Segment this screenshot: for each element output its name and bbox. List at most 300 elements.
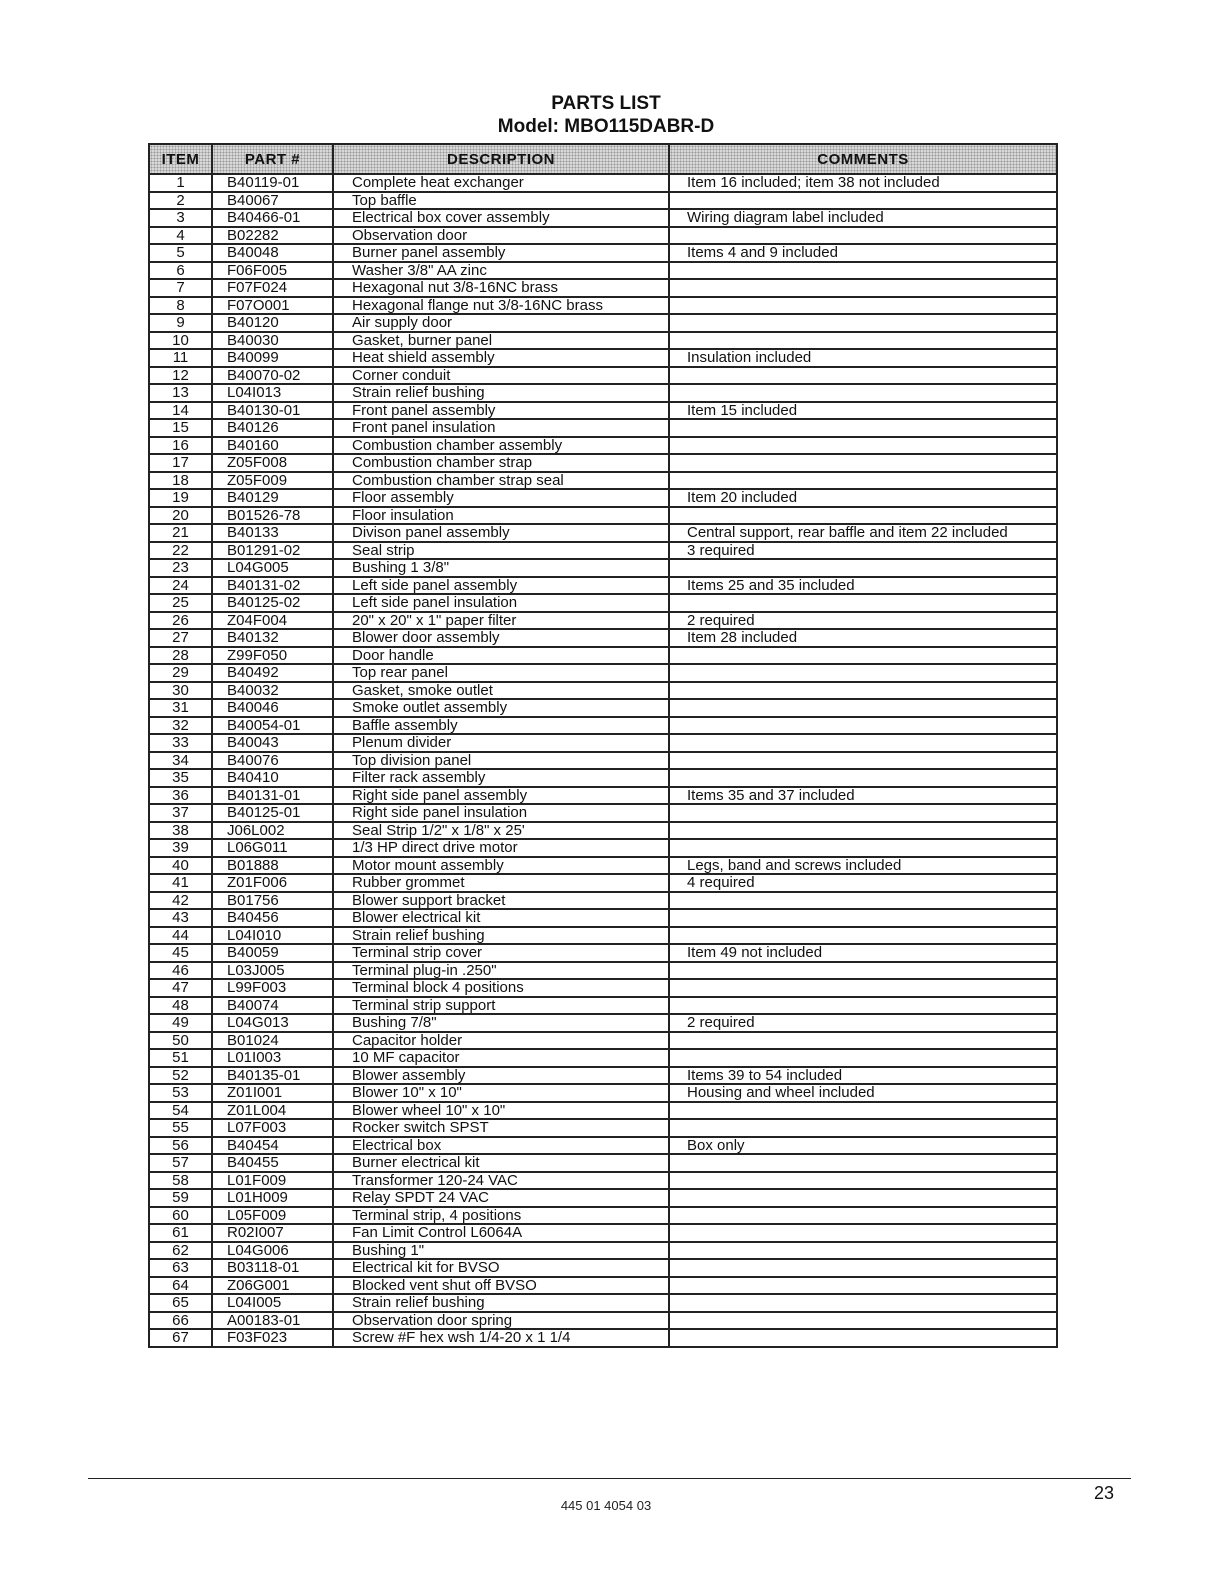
cell-description: Combustion chamber strap — [333, 454, 669, 472]
cell-part-number: L04G006 — [212, 1242, 333, 1260]
cell-description: 20" x 20" x 1" paper filter — [333, 612, 669, 630]
table-row — [149, 314, 1057, 332]
table-row — [149, 437, 1057, 455]
cell-comments — [669, 1312, 1057, 1330]
cell-comments: Items 4 and 9 included — [669, 244, 1057, 262]
cell-comments: Central support, rear baffle and item 22 included — [669, 524, 1057, 542]
cell-comments — [669, 297, 1057, 315]
cell-item: 26 — [149, 612, 212, 630]
cell-comments — [669, 909, 1057, 927]
cell-item: 63 — [149, 1259, 212, 1277]
table-row — [149, 559, 1057, 577]
cell-comments — [669, 384, 1057, 402]
cell-part-number: B40130-01 — [212, 402, 333, 420]
cell-description: Relay SPDT 24 VAC — [333, 1189, 669, 1207]
cell-comments — [669, 927, 1057, 945]
cell-comments — [669, 419, 1057, 437]
cell-part-number: B01291-02 — [212, 542, 333, 560]
cell-item: 59 — [149, 1189, 212, 1207]
cell-part-number: B40466-01 — [212, 209, 333, 227]
cell-part-number: Z05F008 — [212, 454, 333, 472]
cell-description: Blower wheel 10" x 10" — [333, 1102, 669, 1120]
cell-item: 13 — [149, 384, 212, 402]
cell-description: Rocker switch SPST — [333, 1119, 669, 1137]
cell-item: 46 — [149, 962, 212, 980]
cell-comments — [669, 892, 1057, 910]
cell-item: 11 — [149, 349, 212, 367]
table-row — [149, 857, 1057, 875]
cell-description: Screw #F hex wsh 1/4-20 x 1 1/4 — [333, 1329, 669, 1347]
cell-item: 19 — [149, 489, 212, 507]
cell-item: 9 — [149, 314, 212, 332]
cell-part-number: B40492 — [212, 664, 333, 682]
cell-description: Floor assembly — [333, 489, 669, 507]
cell-item: 37 — [149, 804, 212, 822]
table-row — [149, 822, 1057, 840]
cell-comments — [669, 699, 1057, 717]
cell-comments: Item 16 included; item 38 not included — [669, 174, 1057, 192]
cell-item: 8 — [149, 297, 212, 315]
cell-part-number: L03J005 — [212, 962, 333, 980]
cell-item: 54 — [149, 1102, 212, 1120]
cell-part-number: Z99F050 — [212, 647, 333, 665]
cell-part-number: Z01F006 — [212, 874, 333, 892]
cell-item: 52 — [149, 1067, 212, 1085]
cell-part-number: Z01L004 — [212, 1102, 333, 1120]
cell-part-number: L04I010 — [212, 927, 333, 945]
table-row — [149, 472, 1057, 490]
cell-description: Terminal plug-in .250" — [333, 962, 669, 980]
cell-item: 66 — [149, 1312, 212, 1330]
cell-item: 12 — [149, 367, 212, 385]
table-row — [149, 1259, 1057, 1277]
cell-item: 55 — [149, 1119, 212, 1137]
cell-comments — [669, 664, 1057, 682]
table-row — [149, 839, 1057, 857]
cell-comments — [669, 1242, 1057, 1260]
cell-description: Air supply door — [333, 314, 669, 332]
cell-item: 64 — [149, 1277, 212, 1295]
cell-description: Seal Strip 1/2" x 1/8" x 25' — [333, 822, 669, 840]
cell-description: Top rear panel — [333, 664, 669, 682]
table-row — [149, 542, 1057, 560]
table-row — [149, 384, 1057, 402]
table-row — [149, 1049, 1057, 1067]
cell-comments — [669, 682, 1057, 700]
table-row — [149, 507, 1057, 525]
cell-part-number: L05F009 — [212, 1207, 333, 1225]
cell-comments — [669, 192, 1057, 210]
table-row — [149, 1014, 1057, 1032]
table-row — [149, 577, 1057, 595]
cell-item: 39 — [149, 839, 212, 857]
cell-part-number: B40067 — [212, 192, 333, 210]
cell-comments: Insulation included — [669, 349, 1057, 367]
cell-description: Blower electrical kit — [333, 909, 669, 927]
cell-part-number: B40099 — [212, 349, 333, 367]
cell-item: 40 — [149, 857, 212, 875]
cell-description: Observation door — [333, 227, 669, 245]
cell-comments — [669, 367, 1057, 385]
cell-part-number: B40131-02 — [212, 577, 333, 595]
table-row — [149, 752, 1057, 770]
cell-item: 49 — [149, 1014, 212, 1032]
cell-part-number: L04I005 — [212, 1294, 333, 1312]
cell-description: Gasket, burner panel — [333, 332, 669, 350]
cell-part-number: J06L002 — [212, 822, 333, 840]
cell-item: 22 — [149, 542, 212, 560]
cell-description: Blower assembly — [333, 1067, 669, 1085]
cell-item: 43 — [149, 909, 212, 927]
table-row — [149, 1277, 1057, 1295]
parts-table — [148, 143, 1058, 1348]
cell-comments — [669, 262, 1057, 280]
cell-comments: Items 35 and 37 included — [669, 787, 1057, 805]
cell-comments: 2 required — [669, 1014, 1057, 1032]
table-row — [149, 349, 1057, 367]
cell-comments — [669, 1172, 1057, 1190]
table-row — [149, 244, 1057, 262]
cell-part-number: A00183-01 — [212, 1312, 333, 1330]
cell-item: 7 — [149, 279, 212, 297]
cell-part-number: F07O001 — [212, 297, 333, 315]
cell-item: 14 — [149, 402, 212, 420]
table-row — [149, 734, 1057, 752]
cell-comments: Item 15 included — [669, 402, 1057, 420]
cell-part-number: B40455 — [212, 1154, 333, 1172]
cell-comments — [669, 1102, 1057, 1120]
table-row — [149, 402, 1057, 420]
cell-part-number: B40074 — [212, 997, 333, 1015]
cell-description: Smoke outlet assembly — [333, 699, 669, 717]
table-row — [149, 367, 1057, 385]
cell-item: 23 — [149, 559, 212, 577]
cell-description: Corner conduit — [333, 367, 669, 385]
cell-description: Heat shield assembly — [333, 349, 669, 367]
cell-comments — [669, 332, 1057, 350]
cell-part-number: B40131-01 — [212, 787, 333, 805]
column-header-part: PART # — [212, 144, 333, 174]
cell-comments: Items 25 and 35 included — [669, 577, 1057, 595]
cell-description: Left side panel assembly — [333, 577, 669, 595]
cell-part-number: L07F003 — [212, 1119, 333, 1137]
cell-part-number: B01024 — [212, 1032, 333, 1050]
cell-description: Complete heat exchanger — [333, 174, 669, 192]
cell-part-number: B40120 — [212, 314, 333, 332]
cell-item: 56 — [149, 1137, 212, 1155]
parts-table-body — [149, 174, 1057, 1347]
table-row — [149, 1312, 1057, 1330]
cell-description: Observation door spring — [333, 1312, 669, 1330]
cell-item: 31 — [149, 699, 212, 717]
cell-item: 41 — [149, 874, 212, 892]
cell-part-number: L04G005 — [212, 559, 333, 577]
cell-comments — [669, 559, 1057, 577]
cell-comments: Item 28 included — [669, 629, 1057, 647]
table-row — [149, 717, 1057, 735]
table-row — [149, 1242, 1057, 1260]
cell-comments — [669, 227, 1057, 245]
cell-part-number: B40454 — [212, 1137, 333, 1155]
table-row — [149, 1224, 1057, 1242]
cell-comments — [669, 1277, 1057, 1295]
cell-item: 62 — [149, 1242, 212, 1260]
cell-comments — [669, 647, 1057, 665]
cell-part-number: B40048 — [212, 244, 333, 262]
table-row — [149, 209, 1057, 227]
table-row — [149, 1329, 1057, 1347]
table-row — [149, 1032, 1057, 1050]
cell-comments: Item 49 not included — [669, 944, 1057, 962]
cell-comments — [669, 839, 1057, 857]
cell-description: Bushing 7/8" — [333, 1014, 669, 1032]
table-row — [149, 1207, 1057, 1225]
cell-comments — [669, 822, 1057, 840]
footer-divider — [88, 1478, 1131, 1479]
cell-item: 27 — [149, 629, 212, 647]
table-row — [149, 664, 1057, 682]
cell-comments — [669, 1329, 1057, 1347]
table-row — [149, 262, 1057, 280]
cell-description: Front panel assembly — [333, 402, 669, 420]
table-row — [149, 1172, 1057, 1190]
cell-item: 10 — [149, 332, 212, 350]
cell-part-number: B40054-01 — [212, 717, 333, 735]
cell-description: Hexagonal nut 3/8-16NC brass — [333, 279, 669, 297]
cell-comments — [669, 507, 1057, 525]
table-row — [149, 769, 1057, 787]
cell-part-number: B40032 — [212, 682, 333, 700]
cell-description: Terminal strip support — [333, 997, 669, 1015]
table-row — [149, 174, 1057, 192]
cell-description: Burner electrical kit — [333, 1154, 669, 1172]
cell-description: Bushing 1 3/8" — [333, 559, 669, 577]
cell-item: 60 — [149, 1207, 212, 1225]
cell-description: Gasket, smoke outlet — [333, 682, 669, 700]
table-row — [149, 454, 1057, 472]
cell-item: 29 — [149, 664, 212, 682]
cell-part-number: B01888 — [212, 857, 333, 875]
cell-comments — [669, 1294, 1057, 1312]
cell-part-number: R02I007 — [212, 1224, 333, 1242]
cell-item: 48 — [149, 997, 212, 1015]
cell-description: Right side panel insulation — [333, 804, 669, 822]
table-row — [149, 682, 1057, 700]
table-row — [149, 944, 1057, 962]
cell-description: Electrical box — [333, 1137, 669, 1155]
table-row — [149, 227, 1057, 245]
cell-description: Right side panel assembly — [333, 787, 669, 805]
cell-comments — [669, 997, 1057, 1015]
cell-description: Strain relief bushing — [333, 1294, 669, 1312]
cell-comments — [669, 472, 1057, 490]
cell-item: 51 — [149, 1049, 212, 1067]
cell-item: 53 — [149, 1084, 212, 1102]
cell-description: Transformer 120-24 VAC — [333, 1172, 669, 1190]
cell-part-number: Z05F009 — [212, 472, 333, 490]
cell-description: Seal strip — [333, 542, 669, 560]
cell-description: Fan Limit Control L6064A — [333, 1224, 669, 1242]
cell-item: 3 — [149, 209, 212, 227]
cell-part-number: Z06G001 — [212, 1277, 333, 1295]
cell-item: 32 — [149, 717, 212, 735]
cell-part-number: B40410 — [212, 769, 333, 787]
cell-part-number: B40043 — [212, 734, 333, 752]
cell-description: Rubber grommet — [333, 874, 669, 892]
cell-item: 17 — [149, 454, 212, 472]
cell-part-number: B40132 — [212, 629, 333, 647]
page-title: PARTS LIST — [551, 93, 661, 114]
cell-part-number: B40119-01 — [212, 174, 333, 192]
cell-comments — [669, 454, 1057, 472]
cell-comments — [669, 1049, 1057, 1067]
cell-item: 42 — [149, 892, 212, 910]
table-row — [149, 979, 1057, 997]
cell-part-number: B40456 — [212, 909, 333, 927]
cell-comments: 2 required — [669, 612, 1057, 630]
cell-description: 1/3 HP direct drive motor — [333, 839, 669, 857]
cell-part-number: Z04F004 — [212, 612, 333, 630]
cell-description: Strain relief bushing — [333, 384, 669, 402]
table-row — [149, 612, 1057, 630]
cell-description: 10 MF capacitor — [333, 1049, 669, 1067]
cell-description: Terminal strip, 4 positions — [333, 1207, 669, 1225]
cell-item: 61 — [149, 1224, 212, 1242]
cell-description: Terminal strip cover — [333, 944, 669, 962]
cell-part-number: B40135-01 — [212, 1067, 333, 1085]
table-row — [149, 1084, 1057, 1102]
cell-comments: Items 39 to 54 included — [669, 1067, 1057, 1085]
cell-part-number: L01H009 — [212, 1189, 333, 1207]
cell-item: 1 — [149, 174, 212, 192]
table-row — [149, 997, 1057, 1015]
cell-part-number: B40076 — [212, 752, 333, 770]
table-row — [149, 524, 1057, 542]
cell-description: Top division panel — [333, 752, 669, 770]
cell-comments: Housing and wheel included — [669, 1084, 1057, 1102]
cell-description: Motor mount assembly — [333, 857, 669, 875]
cell-item: 6 — [149, 262, 212, 280]
table-row — [149, 419, 1057, 437]
table-row — [149, 927, 1057, 945]
table-row — [149, 1294, 1057, 1312]
cell-description: Divison panel assembly — [333, 524, 669, 542]
cell-comments — [669, 752, 1057, 770]
cell-item: 44 — [149, 927, 212, 945]
cell-part-number: B40160 — [212, 437, 333, 455]
cell-item: 20 — [149, 507, 212, 525]
cell-part-number: B03118-01 — [212, 1259, 333, 1277]
page-number: 23 — [1094, 1483, 1115, 1503]
cell-description: Electrical box cover assembly — [333, 209, 669, 227]
table-row — [149, 279, 1057, 297]
table-row — [149, 804, 1057, 822]
cell-item: 65 — [149, 1294, 212, 1312]
cell-item: 47 — [149, 979, 212, 997]
table-row — [149, 787, 1057, 805]
table-row — [149, 1067, 1057, 1085]
cell-part-number: B02282 — [212, 227, 333, 245]
cell-description: Top baffle — [333, 192, 669, 210]
cell-comments — [669, 1154, 1057, 1172]
cell-part-number: L04I013 — [212, 384, 333, 402]
cell-comments — [669, 979, 1057, 997]
cell-comments — [669, 594, 1057, 612]
table-row — [149, 489, 1057, 507]
cell-comments — [669, 717, 1057, 735]
cell-description: Door handle — [333, 647, 669, 665]
cell-comments — [669, 734, 1057, 752]
cell-description: Blower support bracket — [333, 892, 669, 910]
table-row — [149, 874, 1057, 892]
cell-comments — [669, 1207, 1057, 1225]
table-row — [149, 629, 1057, 647]
cell-part-number: L99F003 — [212, 979, 333, 997]
cell-description: Capacitor holder — [333, 1032, 669, 1050]
cell-part-number: Z01I001 — [212, 1084, 333, 1102]
cell-item: 16 — [149, 437, 212, 455]
cell-description: Floor insulation — [333, 507, 669, 525]
cell-item: 50 — [149, 1032, 212, 1050]
cell-description: Blower door assembly — [333, 629, 669, 647]
cell-part-number: F03F023 — [212, 1329, 333, 1347]
document-number: 445 01 4054 03 — [560, 1498, 652, 1513]
cell-comments — [669, 437, 1057, 455]
cell-part-number: F06F005 — [212, 262, 333, 280]
cell-comments — [669, 1189, 1057, 1207]
cell-comments: Item 20 included — [669, 489, 1057, 507]
column-header-description: DESCRIPTION — [333, 144, 669, 174]
table-row — [149, 1119, 1057, 1137]
cell-comments: 3 required — [669, 542, 1057, 560]
table-row — [149, 892, 1057, 910]
cell-item: 18 — [149, 472, 212, 490]
cell-part-number: B40133 — [212, 524, 333, 542]
table-row — [149, 699, 1057, 717]
cell-description: Left side panel insulation — [333, 594, 669, 612]
cell-comments: 4 required — [669, 874, 1057, 892]
cell-item: 5 — [149, 244, 212, 262]
table-row — [149, 1189, 1057, 1207]
cell-item: 4 — [149, 227, 212, 245]
table-row — [149, 594, 1057, 612]
cell-description: Filter rack assembly — [333, 769, 669, 787]
cell-comments — [669, 962, 1057, 980]
table-header-row — [149, 144, 1057, 174]
column-header-comments: COMMENTS — [669, 144, 1057, 174]
cell-item: 38 — [149, 822, 212, 840]
cell-comments — [669, 804, 1057, 822]
cell-comments — [669, 314, 1057, 332]
cell-description: Plenum divider — [333, 734, 669, 752]
table-row — [149, 962, 1057, 980]
column-header-item: ITEM — [149, 144, 212, 174]
cell-description: Front panel insulation — [333, 419, 669, 437]
table-row — [149, 1154, 1057, 1172]
cell-item: 30 — [149, 682, 212, 700]
table-row — [149, 1137, 1057, 1155]
table-row — [149, 192, 1057, 210]
cell-description: Combustion chamber strap seal — [333, 472, 669, 490]
cell-part-number: F07F024 — [212, 279, 333, 297]
cell-description: Burner panel assembly — [333, 244, 669, 262]
cell-part-number: B40070-02 — [212, 367, 333, 385]
cell-item: 25 — [149, 594, 212, 612]
cell-description: Hexagonal flange nut 3/8-16NC brass — [333, 297, 669, 315]
cell-item: 57 — [149, 1154, 212, 1172]
model-subtitle: Model: MBO115DABR-D — [497, 116, 715, 137]
cell-item: 35 — [149, 769, 212, 787]
